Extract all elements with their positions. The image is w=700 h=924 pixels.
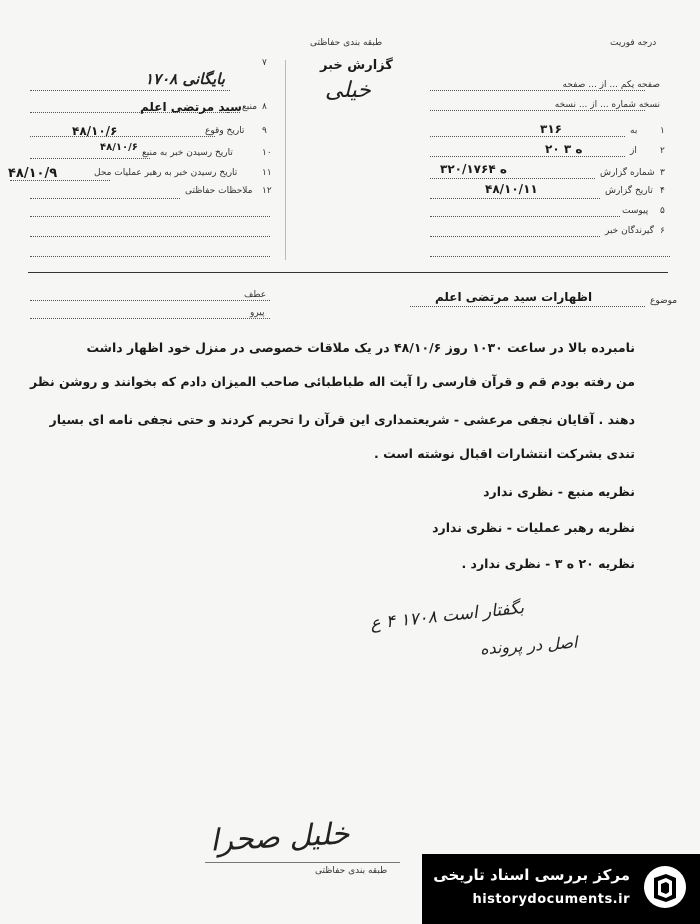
body-line-4: تندی بشرکت انتشارات اقبال نوشته است . bbox=[374, 446, 635, 461]
field-10-line bbox=[30, 158, 150, 159]
column-divider bbox=[285, 60, 286, 260]
field-1-label: به bbox=[630, 126, 638, 136]
field-4-label: تاریخ گزارش bbox=[605, 186, 653, 196]
subject-value: اظهارات سید مرتضی اعلم bbox=[435, 290, 593, 304]
field-6-line bbox=[430, 236, 600, 237]
subject-label: موضوع bbox=[650, 296, 678, 306]
body-line-3: دهند . آقایان نجفی مرعشی - شریعتمداری این قرآن را تحریم کردند و حتی نجفی نامه ای بسیار bbox=[49, 412, 635, 427]
field-9-value: ۴۸/۱۰/۶ bbox=[72, 124, 118, 138]
field-8-label: منبع bbox=[242, 102, 258, 112]
field-8-value: سید مرتضی اعلم bbox=[140, 100, 242, 114]
body-line-2: من رفته بودم قم و قرآن فارسی را آیت اله طباطبائی صاحب المیزان دادم که بخوانند و روشن نظر bbox=[30, 374, 635, 389]
classification-label-bottom: طبقه بندی حفاظتی bbox=[315, 866, 388, 876]
atf-label: عطف bbox=[244, 290, 267, 300]
field-2-num: ۲ bbox=[660, 146, 665, 156]
blank-line-4 bbox=[430, 256, 670, 257]
field-2-value: ۲۰ ه ۳ bbox=[545, 142, 583, 156]
field-4-num: ۴ bbox=[660, 186, 665, 196]
body-line-5: نظریه منبع - نظری ندارد bbox=[483, 484, 635, 499]
field-8-num: ۸ bbox=[262, 102, 267, 112]
field-6-label: گیرندگان خبر bbox=[605, 226, 654, 236]
watermark-url: historydocuments.ir bbox=[472, 892, 630, 907]
field-4-value: ۴۸/۱۰/۱۱ bbox=[485, 182, 538, 196]
body-line-7: نظریه ۲۰ ه ۳ - نظری ندارد . bbox=[461, 556, 635, 571]
field-6-num: ۶ bbox=[660, 226, 665, 236]
field-3-value: ۳ه ۲۰/۱۷۶۴ bbox=[440, 162, 507, 176]
field-1-num: ۱ bbox=[660, 126, 665, 136]
field-5-num: ۵ bbox=[660, 206, 665, 216]
body-line-1: نامبرده بالا در ساعت ۱۰۳۰ روز ۴۸/۱۰/۶ در یک ملاقات خصوصی در منزل خود اظهار داشت bbox=[86, 340, 635, 355]
body-line-6: نظریه رهبر عملیات - نظری ندارد bbox=[432, 520, 635, 535]
handwritten-annotation: بگفتار است ۱۷۰۸ ۴ ع bbox=[369, 597, 525, 635]
field-9-num: ۹ bbox=[262, 126, 267, 136]
blank-line-3 bbox=[30, 256, 270, 257]
signature: خلیل صحرا bbox=[209, 816, 351, 859]
field-2-line bbox=[430, 156, 625, 157]
field-5-line bbox=[430, 216, 620, 217]
classification-label-top: طبقه بندی حفاظتی bbox=[310, 38, 383, 48]
header-rule bbox=[28, 272, 668, 273]
field-4-line bbox=[430, 198, 600, 199]
peyro-label: پیرو bbox=[250, 308, 265, 318]
field-12-line bbox=[30, 198, 180, 199]
field-9-label: تاریخ وقوع bbox=[205, 126, 245, 136]
field-3-label: شماره گزارش bbox=[600, 168, 655, 178]
page-count-label: صفحه یکم ... از ... صفحه bbox=[562, 80, 660, 90]
field-10-value: ۴۸/۱۰/۶ bbox=[100, 142, 138, 153]
field-10-num: ۱۰ bbox=[262, 148, 272, 158]
field-11-num: ۱۱ bbox=[262, 168, 272, 178]
field-5-label: پیوست bbox=[622, 206, 649, 216]
document-type: گزارش خبر bbox=[320, 58, 393, 73]
urgency-label: درجه فوریت bbox=[610, 38, 657, 48]
field-10-label: تاریخ رسیدن خبر به منبع bbox=[142, 148, 233, 158]
blank-line-1 bbox=[30, 216, 270, 217]
atf-line bbox=[30, 300, 270, 301]
handwritten-annotation-2: اصل در پرونده bbox=[479, 632, 578, 659]
field-7-value: ۱۷۰۸ بایگانی bbox=[145, 70, 225, 88]
field-9-line bbox=[30, 136, 215, 137]
field-7-line bbox=[30, 90, 230, 91]
field-1-line bbox=[430, 136, 625, 137]
signature-rule bbox=[205, 862, 400, 863]
archive-logo-icon bbox=[642, 864, 688, 910]
field-7-num: ۷ bbox=[262, 58, 267, 68]
page-count-line bbox=[430, 90, 645, 91]
copy-number-label: نسخه شماره ... از ... نسخه bbox=[554, 100, 660, 110]
field-3-num: ۳ bbox=[660, 168, 665, 178]
subject-line bbox=[410, 306, 645, 307]
blank-line-2 bbox=[30, 236, 270, 237]
peyro-line bbox=[30, 318, 270, 319]
handwritten-stamp: خیلی bbox=[325, 78, 371, 103]
field-11-label: تاریخ رسیدن خبر به رهبر عملیات محل bbox=[94, 168, 238, 178]
field-11-value: ۴۸/۱۰/۹ bbox=[8, 166, 58, 181]
copy-number-line bbox=[430, 110, 645, 111]
archive-watermark bbox=[422, 854, 700, 924]
watermark-title: مرکز بررسی اسناد تاریخی bbox=[433, 866, 630, 884]
field-12-label: ملاحظات حفاظتی bbox=[185, 186, 253, 196]
field-12-num: ۱۲ bbox=[262, 186, 272, 196]
field-3-line bbox=[430, 178, 595, 179]
field-1-value: ۳۱۶ bbox=[540, 122, 562, 136]
field-2-label: از bbox=[630, 146, 637, 156]
